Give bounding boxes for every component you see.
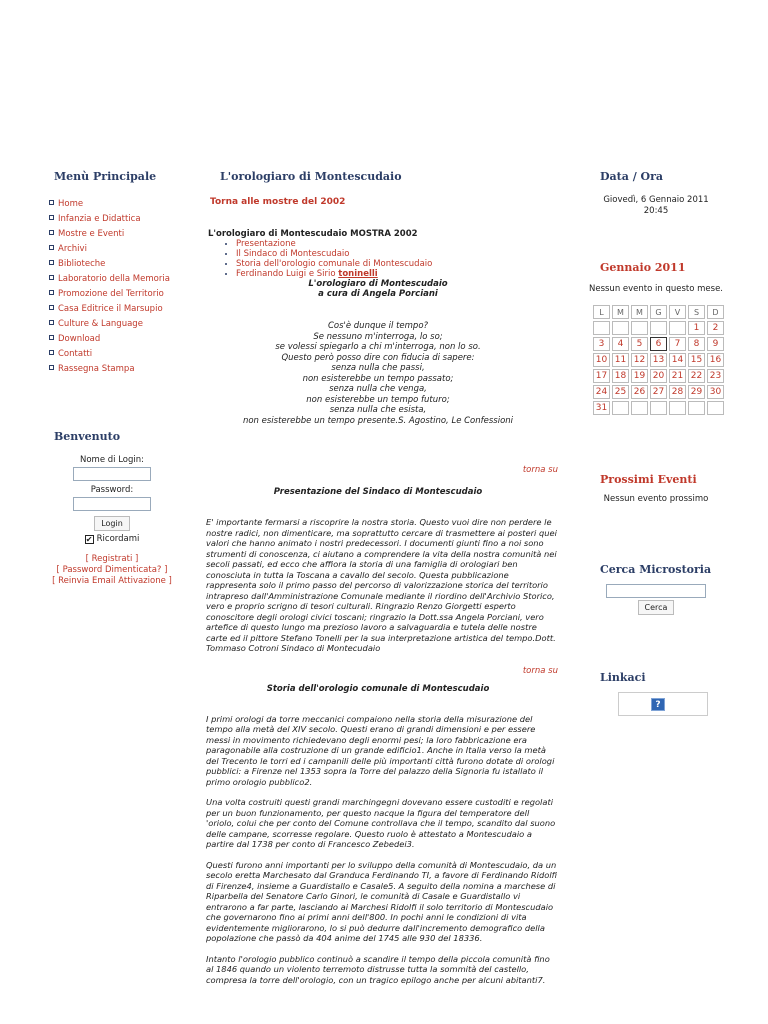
square-bullet-icon bbox=[49, 290, 54, 295]
poem-line: non esisterebbe un tempo presente.S. Agostino, Le Confessioni bbox=[242, 415, 514, 426]
calendar-day[interactable]: 18 bbox=[612, 369, 629, 383]
calendar-day[interactable]: 4 bbox=[612, 337, 629, 351]
remember-checkbox[interactable]: ✔ bbox=[85, 535, 93, 544]
toc-item-toninelli[interactable]: Ferdinando Luigi e Sirio toninelli bbox=[236, 269, 378, 279]
calendar-day bbox=[593, 321, 610, 335]
toc-item-presentazione[interactable]: Presentazione bbox=[236, 239, 296, 249]
section-title-storia: Storia dell'orologio comunale di Montescudaio bbox=[266, 683, 490, 694]
calendar-day bbox=[669, 401, 686, 415]
calendar-day[interactable]: 12 bbox=[631, 353, 648, 367]
poem-line: senza nulla che venga, bbox=[329, 384, 427, 394]
calendar-weekday: L bbox=[593, 305, 610, 319]
calendar-day[interactable]: 11 bbox=[612, 353, 629, 367]
calendar-weekday: D bbox=[707, 305, 724, 319]
calendar-day[interactable]: 31 bbox=[593, 401, 610, 415]
calendar-day[interactable]: 24 bbox=[593, 385, 610, 399]
calendar-day[interactable]: 16 bbox=[707, 353, 724, 367]
calendar-day[interactable]: 17 bbox=[593, 369, 610, 383]
current-date: Giovedì, 6 Gennaio 2011 20:45 bbox=[603, 195, 709, 216]
calendar-day[interactable]: 8 bbox=[688, 337, 705, 351]
menu-item[interactable]: Infanzia e Didattica bbox=[42, 214, 182, 224]
calendar-day bbox=[631, 401, 648, 415]
exhibition-title: L'orologiaro di Montescudaio MOSTRA 2002 bbox=[208, 229, 418, 239]
events-title: Prossimi Eventi bbox=[600, 473, 697, 486]
calendar-day[interactable]: 22 bbox=[688, 369, 705, 383]
square-bullet-icon bbox=[49, 320, 54, 325]
menu-item[interactable]: Casa Editrice il Marsupio bbox=[42, 304, 182, 314]
poem-line: non esisterebbe un tempo futuro; bbox=[306, 394, 450, 405]
calendar-day[interactable]: 14 bbox=[669, 353, 686, 367]
calendar-day bbox=[631, 321, 648, 335]
calendar-day[interactable]: 7 bbox=[669, 337, 686, 351]
menu-item[interactable]: Contatti bbox=[42, 349, 182, 359]
password-label: Password: bbox=[90, 485, 134, 495]
calendar-day[interactable]: 9 bbox=[707, 337, 724, 351]
username-input[interactable] bbox=[73, 467, 151, 481]
menu-item[interactable]: Laboratorio della Memoria bbox=[42, 274, 182, 284]
menu-item[interactable]: Culture & Language bbox=[42, 319, 182, 329]
password-input[interactable] bbox=[73, 497, 151, 511]
calendar-day bbox=[669, 321, 686, 335]
calendar-day bbox=[707, 401, 724, 415]
storia-paragraph-1: I primi orologi da torre meccanici compaiono nella storia della misurazione del tempo alla metà del XIV secolo. Questi erano di grandi dimensioni e per essere messi in movimento richiedevano degli enormi pesi; la loro fabbricazione era paragonabile alla costruzione di un grande edificio1. Anche in Italia verso la metà del Trecento le torri ed i campanili delle più importanti città furono dotate di orologi pubblici: a Firenze nel 1353 sopra la Torre del palazzo della Signoria fu istallato il primo orologio pubblico2. bbox=[206, 713, 555, 787]
square-bullet-icon bbox=[49, 245, 54, 250]
main-column bbox=[198, 170, 558, 985]
storia-paragraph-3: Questi furono anni importanti per lo sviluppo della comunità di Montescudaio, da un secolo eretta Marchesato dal Granduca Ferdinando TI, a favore di Ferdinando Ridolfi di Firenze4, insieme a Guardistallo e Casale5. A seguito della nomina a marchese di Riparbella del Senatore Carlo Ginori, le comunità di Casale e Guardistallo vi entrarono a far parte, lasciando ai Marchesi Ridolfi il solo territorio di Montescudaio che governarono fino ai primi anni dell'800. In pochi anni le condizioni di vita evidentemente migliorarono, lo si può dedurre dall'incremento demografico della popolazione che passò da 404 anime del 1745 alle 930 del 18336. bbox=[206, 859, 557, 943]
calendar-day[interactable]: 27 bbox=[650, 385, 667, 399]
calendar-grid bbox=[591, 303, 726, 417]
search-input[interactable] bbox=[606, 584, 706, 598]
square-bullet-icon bbox=[49, 335, 54, 340]
calendar-day[interactable]: 1 bbox=[688, 321, 705, 335]
calendar-no-events: Nessun evento in questo mese. bbox=[588, 284, 724, 294]
square-bullet-icon bbox=[49, 275, 54, 280]
menu-item[interactable]: Mostre e Eventi bbox=[42, 229, 182, 239]
menu-item[interactable]: Biblioteche bbox=[42, 259, 182, 269]
calendar-day[interactable]: 21 bbox=[669, 369, 686, 383]
menu-title: Menù Principale bbox=[54, 170, 157, 183]
menu-item[interactable]: Rassegna Stampa bbox=[42, 364, 182, 374]
menu-item[interactable]: Archivi bbox=[42, 244, 182, 254]
page-title: L'orologiaro di Montescudaio bbox=[220, 170, 402, 183]
calendar-weekday: S bbox=[688, 305, 705, 319]
toc-item-sindaco[interactable]: Il Sindaco di Montescudaio bbox=[236, 249, 350, 259]
torna-su-link-1[interactable]: torna su bbox=[522, 465, 558, 475]
square-bullet-icon bbox=[49, 260, 54, 265]
calendar-day[interactable]: 6 bbox=[650, 337, 667, 351]
square-bullet-icon bbox=[49, 365, 54, 370]
calendar-day[interactable]: 3 bbox=[593, 337, 610, 351]
calendar-day[interactable]: 23 bbox=[707, 369, 724, 383]
calendar-day[interactable]: 10 bbox=[593, 353, 610, 367]
table-of-contents bbox=[228, 239, 558, 279]
main-menu bbox=[42, 199, 182, 374]
calendar-day[interactable]: 19 bbox=[631, 369, 648, 383]
register-link[interactable]: Registrati bbox=[91, 554, 133, 564]
square-bullet-icon bbox=[49, 230, 54, 235]
calendar-title: Gennaio 2011 bbox=[600, 261, 686, 274]
poem-line: non esisterebbe un tempo passato; bbox=[302, 373, 454, 384]
calendar-day[interactable]: 5 bbox=[631, 337, 648, 351]
menu-item[interactable]: Promozione del Territorio bbox=[42, 289, 182, 299]
storia-paragraph-2: Una volta costruiti questi grandi marchingegni dovevano essere custoditi e regolati per un buon funzionamento, per questo nacque la figura del temperatore dell 'oriolo, colui che per conto del Comune controllava che il tempo, scandito dal suono delle campane, scorresse regolare. Questo ruolo è attestato a Montescudaio a partire dal 1738 per conto di Francesco Zebedei3. bbox=[206, 797, 556, 849]
poem-line: Cos'è dunque il tempo? bbox=[327, 321, 429, 331]
poem-line: senza nulla che passi, bbox=[331, 363, 425, 373]
login-button[interactable]: Login bbox=[94, 516, 130, 531]
calendar-day[interactable]: 15 bbox=[688, 353, 705, 367]
menu-item[interactable]: Home bbox=[42, 199, 182, 209]
calendar-day bbox=[650, 321, 667, 335]
question-icon[interactable]: ? bbox=[651, 698, 665, 711]
right-column bbox=[586, 170, 726, 716]
linkaci-box[interactable] bbox=[618, 692, 708, 716]
calendar-day[interactable]: 30 bbox=[707, 385, 724, 399]
poem-line: senza nulla che esista, bbox=[329, 405, 427, 415]
calendar-day[interactable]: 29 bbox=[688, 385, 705, 399]
calendar-day bbox=[650, 401, 667, 415]
calendar-weekday: M bbox=[631, 305, 648, 319]
subtitle: L'orologiaro di Montescudaio a cura di Angela Porciani bbox=[308, 279, 448, 299]
calendar-day[interactable]: 28 bbox=[669, 385, 686, 399]
calendar-day[interactable]: 20 bbox=[650, 369, 667, 383]
menu-item[interactable]: Download bbox=[42, 334, 182, 344]
linkaci-title: Linkaci bbox=[600, 671, 646, 684]
section-text-sindaco: E' importante fermarsi a riscoprire la nostra storia. Questo vuoi dire non perdere le nostre radici, non dimenticare, ma soprattutto cercare di trasmettere ai posteri quei valori che hanno animato i nostri predecessori. I documenti giunti fino a noi sono strumenti di conoscenza, ci aiutano a comprendere la vita della nostra comunità nei secoli passati, ed ecco che affiora la storia di una famiglia di orologiari ben conosciuta in tutta la Toscana a cavallo del secolo. Questa pubblicazione rappresenta solo il primo passo del percorso di valorizzazione storica del territorio intrapreso dall'Amministrazione Comunale mediante il riordino dell'Archivio Storico, vero e proprio scrigno di tesori culturali. Ringrazio Renzo Giorgetti esperto conoscitore degli orologi civici toscani; ringrazio la Dott.ssa Angela Porciani, vero artefice di questo lungo ma prezioso lavoro a salvaguardia e tutela delle nostre carte ed il pittore Stefano Tonelli per la sua interpretazione artistica del tempo.Dott. Tommaso Cotroni Sindaco di Montecudaio bbox=[206, 517, 557, 653]
forgot-password-link[interactable]: Password Dimenticata? bbox=[62, 565, 162, 575]
poem bbox=[198, 321, 558, 426]
calendar-day bbox=[688, 401, 705, 415]
toc-item-storia[interactable]: Storia dell'orologio comunale di Montescudaio bbox=[236, 259, 433, 269]
search-button[interactable]: Cerca bbox=[638, 600, 675, 615]
back-to-exhibitions-link[interactable]: Torna alle mostre del 2002 bbox=[210, 197, 346, 207]
poem-line: se volessi spiegarlo a chi m'interroga, non lo so. bbox=[275, 342, 481, 352]
poem-line: Se nessuno m'interroga, lo so; bbox=[313, 331, 443, 342]
left-column bbox=[42, 170, 182, 587]
poem-line: Questo però posso dire con fiducia di sapere: bbox=[281, 352, 475, 363]
square-bullet-icon bbox=[49, 350, 54, 355]
square-bullet-icon bbox=[49, 215, 54, 220]
square-bullet-icon bbox=[49, 200, 54, 205]
login-form: Nome di Login: Password: Login ✔ Ricordami [ Registrati ] [ Password Dimenticata? ] [ Reinvia Email Attivazione ] bbox=[42, 455, 182, 587]
torna-su-link-2[interactable]: torna su bbox=[522, 665, 558, 676]
calendar-day bbox=[612, 321, 629, 335]
events-text: Nessun evento prossimo bbox=[603, 494, 709, 504]
remember-label: Ricordami bbox=[96, 534, 140, 544]
date-title: Data / Ora bbox=[600, 170, 664, 183]
calendar-day[interactable]: 26 bbox=[631, 385, 648, 399]
search-title: Cerca Microstoria bbox=[600, 563, 712, 576]
resend-activation-link[interactable]: Reinvia Email Attivazione bbox=[58, 576, 166, 586]
calendar-weekday: M bbox=[612, 305, 629, 319]
section-title-sindaco: Presentazione del Sindaco di Montescudaio bbox=[273, 487, 483, 497]
storia-paragraph-4: Intanto l'orologio pubblico continuò a scandire il tempo della piccola comunità fino al 1846 quando un violento terremoto distrusse tutta la sommità del castello, compresa la torre dell'orologio, con un tragico epilogo anche per alcuni abitanti7. bbox=[206, 953, 550, 985]
username-label: Nome di Login: bbox=[79, 455, 145, 465]
square-bullet-icon bbox=[49, 305, 54, 310]
calendar-day[interactable]: 2 bbox=[707, 321, 724, 335]
calendar-weekday: V bbox=[669, 305, 686, 319]
calendar-day[interactable]: 25 bbox=[612, 385, 629, 399]
calendar-weekday: G bbox=[650, 305, 667, 319]
calendar-day bbox=[612, 401, 629, 415]
login-title: Benvenuto bbox=[54, 430, 121, 443]
calendar-day[interactable]: 13 bbox=[650, 353, 667, 367]
